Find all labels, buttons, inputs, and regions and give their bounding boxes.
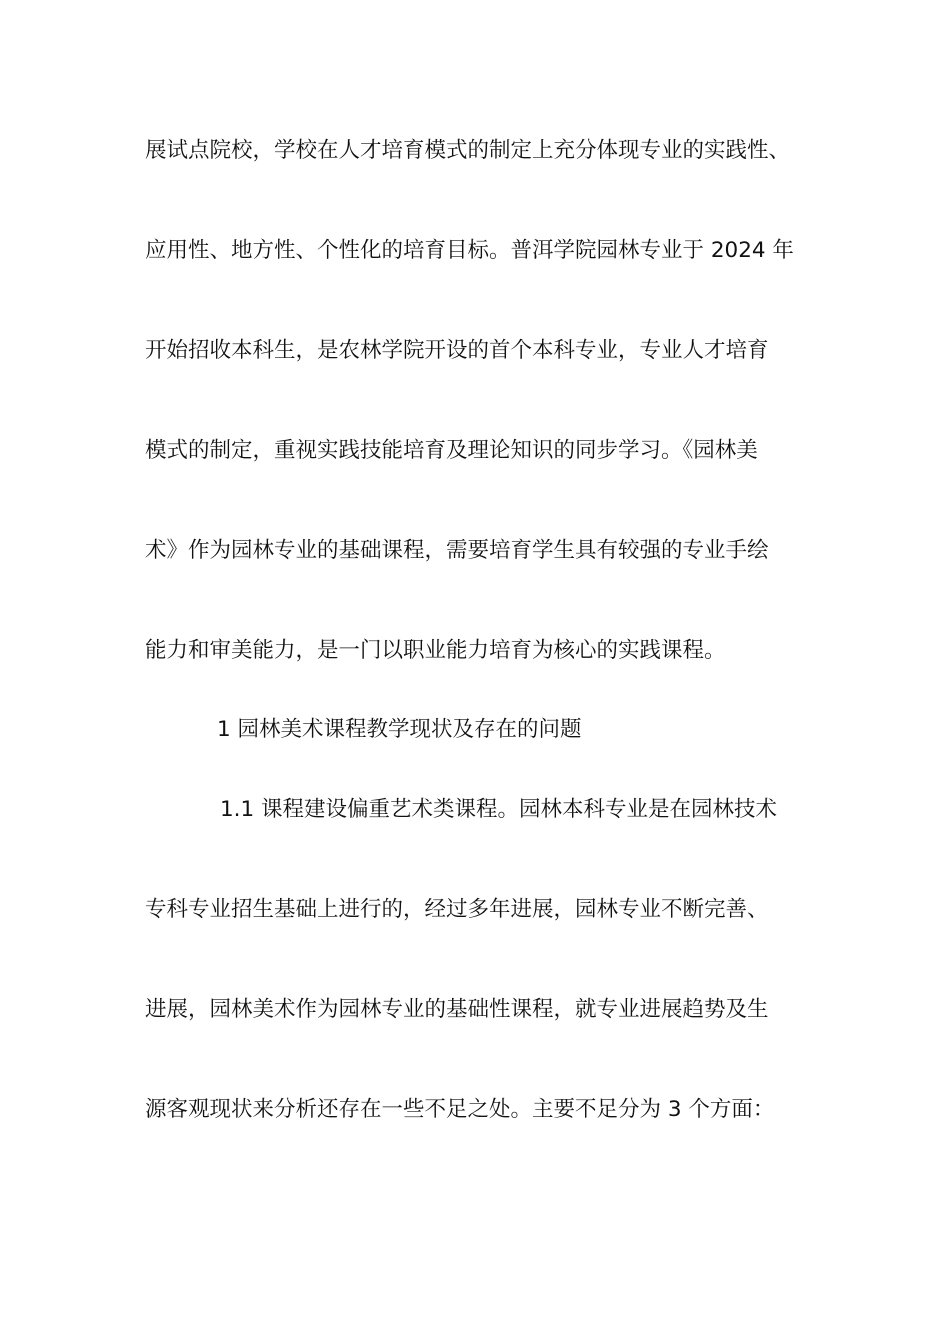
paragraph-line: 进展，园林美术作为园林专业的基础性课程，就专业进展趋势及生 [145,997,769,1022]
paragraph-line: 专科专业招生基础上进行的，经过多年进展，园林专业不断完善、 [145,897,769,922]
paragraph-line: 模式的制定，重视实践技能培育及理论知识的同步学习。《园林美 [145,438,758,463]
paragraph-line: 术》作为园林专业的基础课程，需要培育学生具有较强的专业手绘 [145,538,769,563]
section-heading: 1 园林美术课程教学现状及存在的问题 [217,717,582,742]
paragraph-line: 1.1 课程建设偏重艺术类课程。园林本科专业是在园林技术 [220,797,778,822]
paragraph-line: 源客观现状来分析还存在一些不足之处。主要不足分为 3 个方面： [145,1097,775,1122]
paragraph-line: 展试点院校，学校在人才培育模式的制定上充分体现专业的实践性、 [145,138,791,163]
paragraph-line: 应用性、地方性、个性化的培育目标。普洱学院园林专业于 2024 年 [145,238,794,263]
paragraph-line: 能力和审美能力，是一门以职业能力培育为核心的实践课程。 [145,638,726,663]
paragraph-line: 开始招收本科生，是农林学院开设的首个本科专业，专业人才培育 [145,338,769,363]
